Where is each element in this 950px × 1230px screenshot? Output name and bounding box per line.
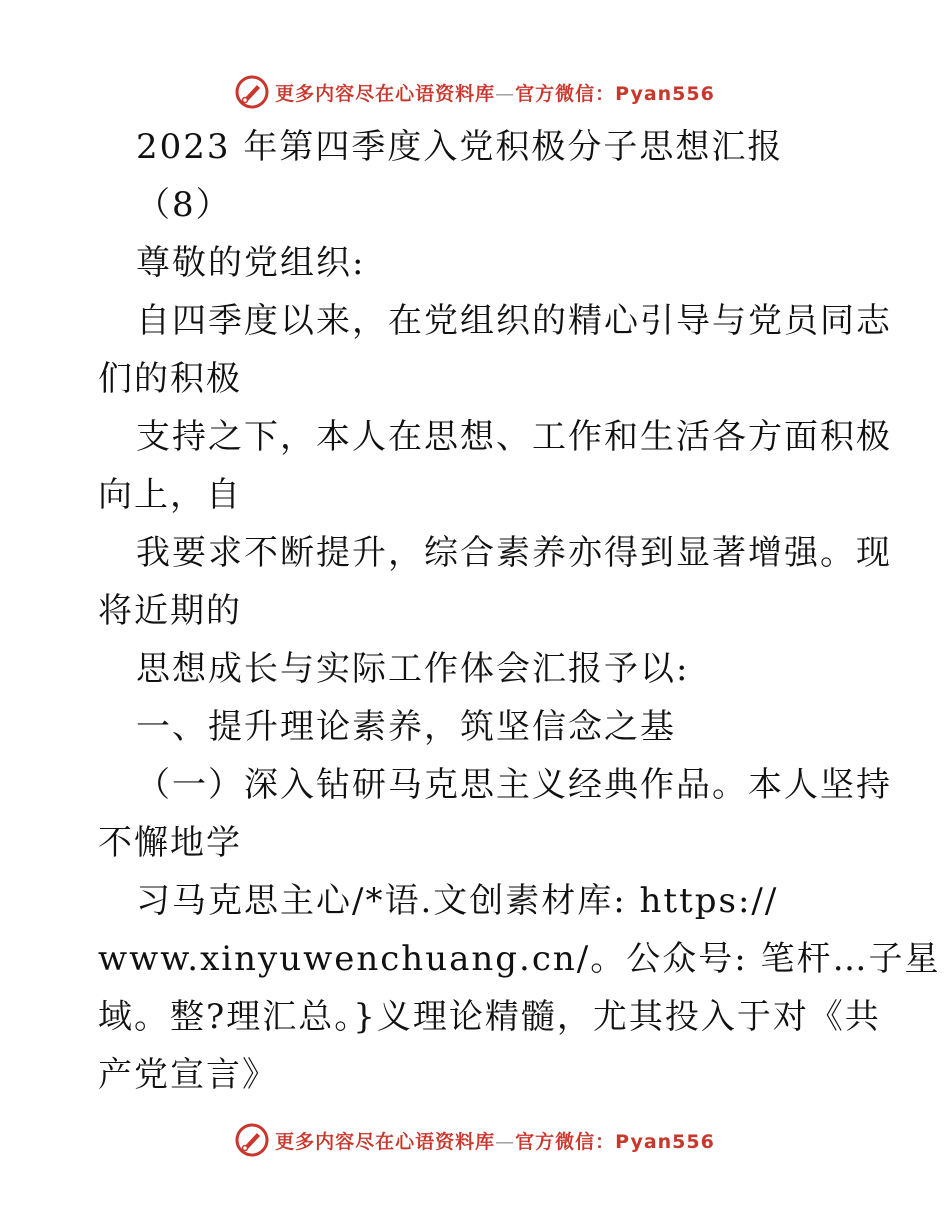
salutation: 尊敬的党组织: (136, 243, 366, 283)
text-line: 将近期的 (98, 591, 242, 631)
text-line: 自四季度以来，在党组织的精心引导与党员同志 (136, 301, 892, 341)
text-line: 不懈地学 (98, 823, 242, 863)
text-line: 习马克思主心/*语.文创素材库: https:// (136, 881, 779, 921)
text-line: www.xinyuwenchuang.cn/。公众号: 笔杆…子星 (98, 939, 941, 979)
text-line: 支持之下，本人在思想、工作和生活各方面积极 (136, 417, 892, 457)
text-line: 向上，自 (98, 475, 242, 515)
pen-logo-icon (235, 75, 269, 109)
text-line: 我要求不断提升，综合素养亦得到显著增强。现 (136, 533, 892, 573)
watermark-text: 更多内容尽在心语资料库—官方微信：Pyan556 (275, 82, 715, 105)
text-line: 域。整?理汇总。}义理论精髓，尤其投入于对《共 (98, 997, 881, 1037)
header-watermark-banner (0, 72, 950, 112)
text-line: 产党宣言》 (98, 1055, 278, 1095)
text-line: 们的积极 (98, 359, 242, 399)
subsection-heading: （一）深入钻研马克思主义经典作品。本人坚持 (136, 765, 892, 805)
footer-watermark-banner (0, 1120, 950, 1160)
watermark-text: 更多内容尽在心语资料库—官方微信：Pyan556 (275, 1130, 715, 1153)
pen-logo-icon (235, 1123, 269, 1157)
section-heading: 一、提升理论素养，筑坚信念之基 (136, 707, 676, 747)
text-line: 思想成长与实际工作体会汇报予以: (136, 649, 690, 689)
document-subtitle: （8） (136, 185, 232, 225)
document-body (98, 118, 941, 1104)
document-title: 2023 年第四季度入党积极分子思想汇报 (136, 127, 784, 167)
